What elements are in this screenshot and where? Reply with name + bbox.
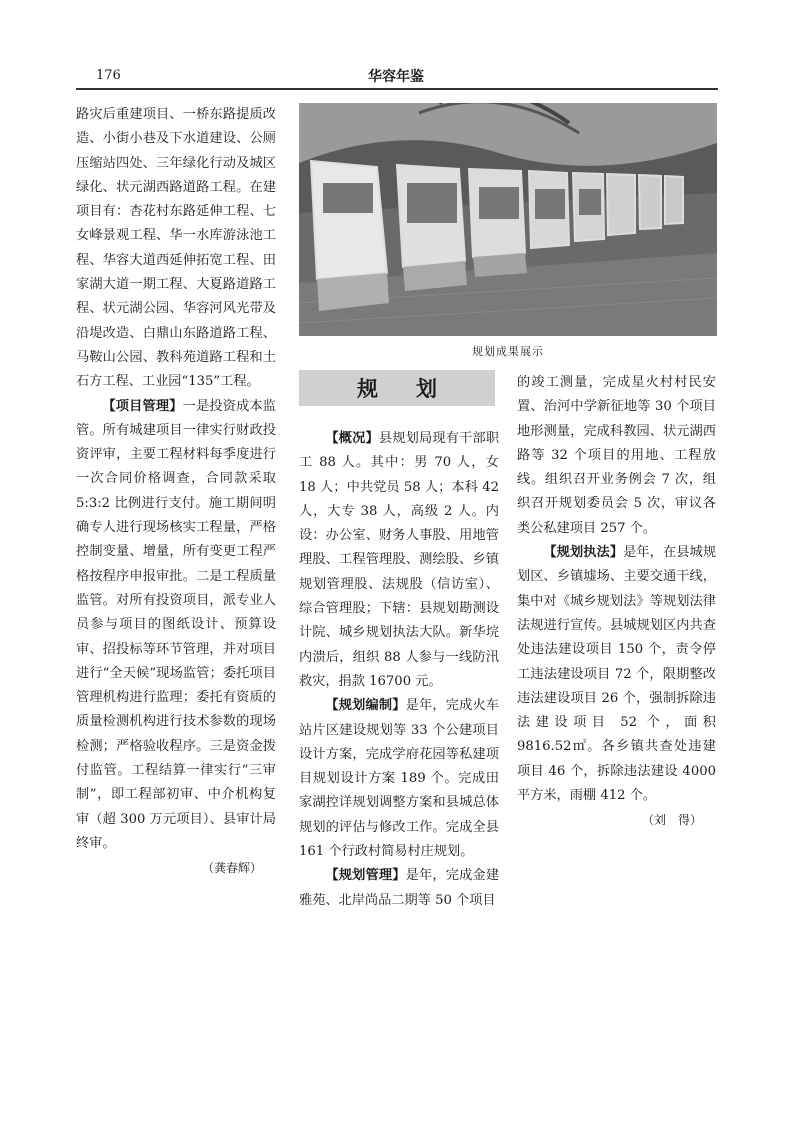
author-attribution: （龚春辉） <box>201 861 262 876</box>
column-middle <box>299 427 499 913</box>
paragraph-body: 是年，完成火车站片区建设规划等 33 个公建项目设计方案，完成学府花园等私建项目规划设计方案 189 个。完成田家湖控详规划调整方案和县城总体规划的评估与修改工作。完成全县 161 个行政村简易村庄规划。 <box>299 698 500 860</box>
paragraph-body: 县规划局现有干部职工 88 人。其中：男 70 人，女 18 人；中共党员 58 人；本科 42 人，大专 38 人，高级 2 人。内设：办公室、财务人事股、用地管理股、工程管理股、测绘股、乡镇规划管理股、法规股（信访室）、综合管理股；下辖：县规划勘测设计院、城乡规划执法大队。新华垸内溃后，组织 88 人参与一线防汛救灾，捐款 16700 元。 <box>299 431 500 689</box>
paragraph-body: 是年，在县城规划区、乡镇墟场、主要交通干线，集中对《城乡规划法》等规划法律法规进行宣传。县城规划区内共查处违法建设项目 150 个，责令停工违法建设项目 72 个，限期整改违法建设项目 26 个，强制拆除违法建设项目 52 个，面积 9816.52㎡。各乡镇共查处违建项目 46 个，拆除违法建设 4000 平方米，雨棚 412 个。 <box>517 545 717 804</box>
exhibition-photo <box>299 103 717 336</box>
keyword-overview: 【概况】 <box>325 431 379 446</box>
paragraph-body: 一是投资成本监管。所有城建项目一律实行财政投资评审，主要工程材料每季度进行一次合同价格调查，合同款采取 5:3:2 比例进行支付。施工期间明确专人进行现场核实工程量，严格控制变量、增量，所有变更工程严格按程序申报审批。二是工程质量监管。对所有投资项目，派专业人员参与项目的图纸设计、预算设审、招投标等环节管理，并对项目进行“全天候”现场监管；委托项目管理机构进行监理；委托有资质的质量检测机构进行技术参数的现场检测；严格验收程序。三是资金拨付监管。工程结算一律实行“三审制”，即工程部初审、中介机构复审（超 300 万元项目）、县审计局终审。 <box>76 398 277 851</box>
section-heading: 规划 <box>299 370 495 406</box>
column-right <box>517 371 716 833</box>
keyword-planning-enforcement: 【规划执法】 <box>543 545 624 561</box>
header-rule <box>76 88 718 90</box>
paragraph-planning-enforcement <box>517 541 716 808</box>
paragraph-overview <box>299 427 499 694</box>
page-header <box>76 64 716 86</box>
paragraph-body: 是年，完成金建雅苑、北岸尚品二期等 50 个项目 <box>299 868 500 908</box>
author-attribution: （刘 得） <box>641 813 702 828</box>
paragraph-project-management <box>76 395 276 857</box>
keyword-planning-management: 【规划管理】 <box>325 868 406 884</box>
column-left <box>76 103 276 881</box>
paragraph-planning-compilation <box>299 694 499 864</box>
photo-caption: 规划成果展示 <box>472 345 544 358</box>
keyword-project-management: 【项目管理】 <box>102 398 183 414</box>
paragraph-continued: 的竣工测量，完成星火村村民安置、治河中学新征地等 30 个项目地形测量，完成科教园、状元湖西路等 32 个项目的用地、工程放线。组织召开业务例会 7 次，组织召开规划委员会 5 次，审议各类公私建项目 257 个。 <box>517 375 716 536</box>
keyword-planning-compilation: 【规划编制】 <box>325 698 406 714</box>
paragraph-planning-management <box>299 864 499 913</box>
running-title: 华容年鉴 <box>368 69 424 85</box>
paragraph-continued: 路灾后重建项目、一桥东路提质改造、小街小巷及下水道建设、公厕压缩站四处、三年绿化行动及城区绿化、状元湖西路道路工程。在建项目有：杏花村东路延伸工程、七女峰景观工程、华一水库游泳池工程、华容大道西延伸拓宽工程、田家湖大道一期工程、大夏路道路工程、状元湖公园、华容河风光带及沿堤改造、白鼎山东路道路工程、马鞍山公园、教科苑道路工程和土石方工程、工业园“135”工程。 <box>76 107 276 390</box>
page-number: 176 <box>96 68 121 83</box>
